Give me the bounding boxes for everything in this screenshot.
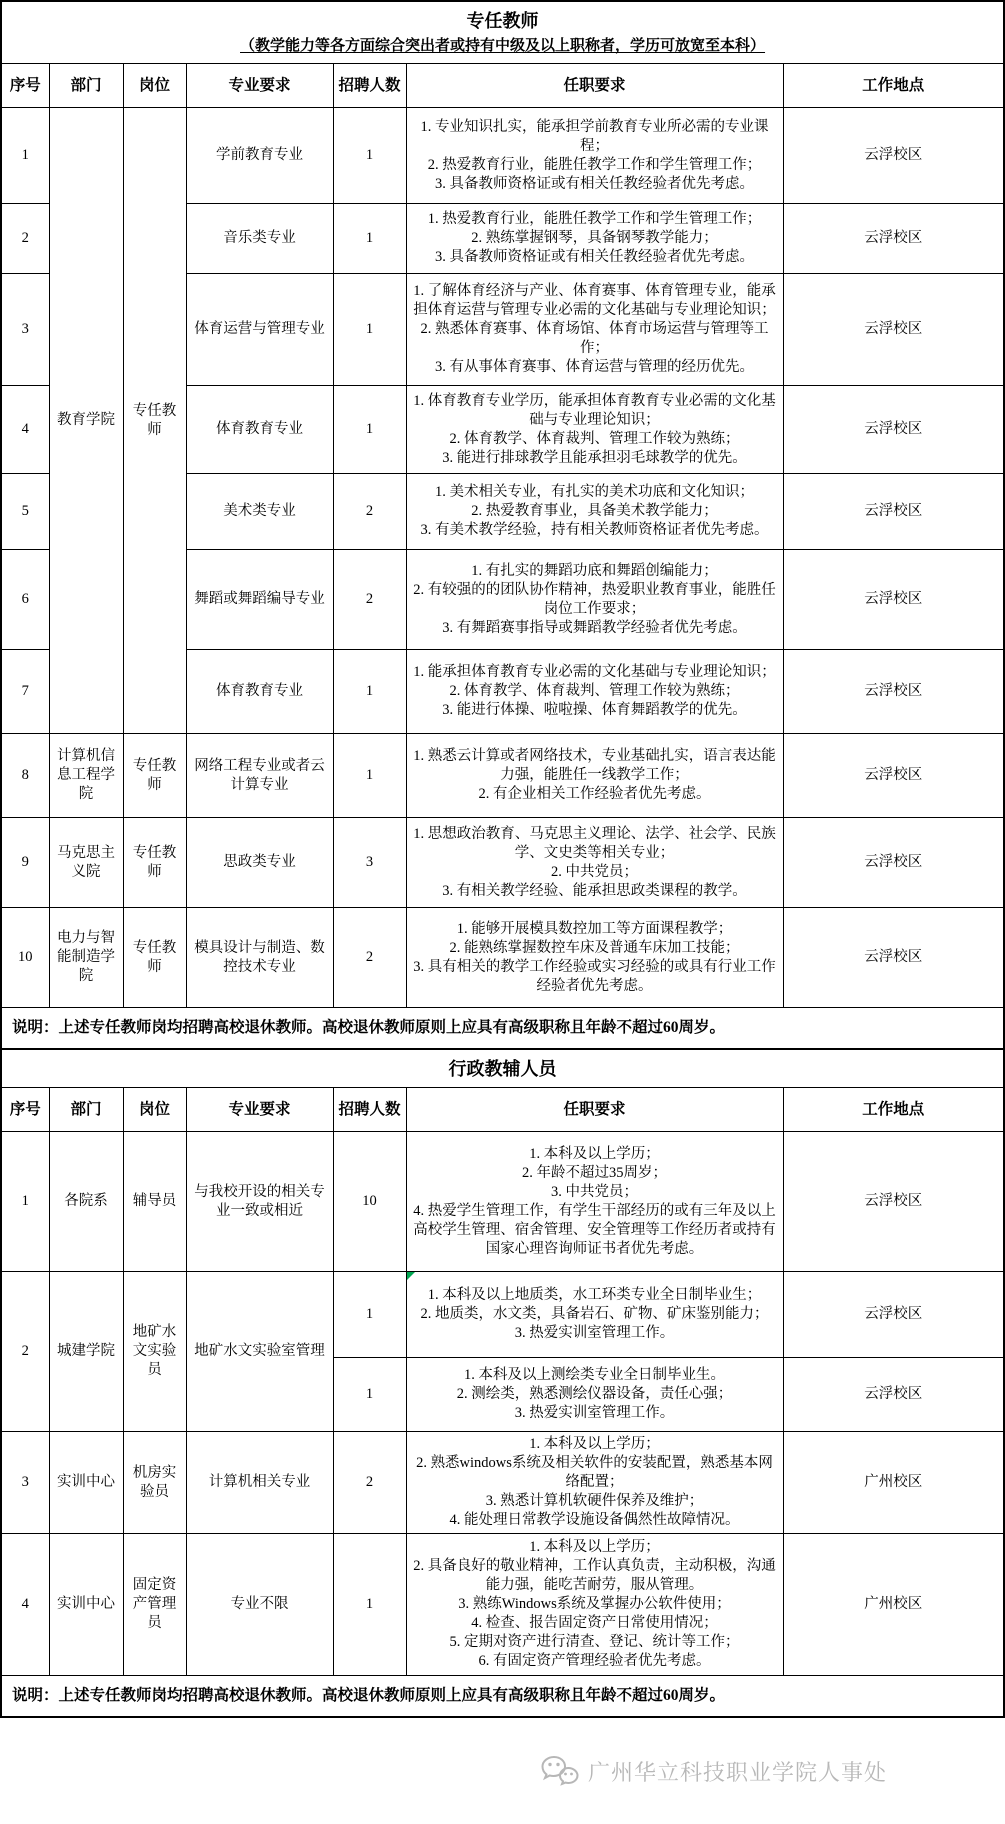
requirement-item: 3. 具备教师资格证或有相关任教经验者优先考虑。 bbox=[435, 175, 754, 192]
section-title-row bbox=[1, 1, 1004, 64]
table-row bbox=[1, 1132, 1004, 1272]
column-header: 序号 bbox=[1, 1088, 49, 1132]
note-text: 说明：上述专任教师岗均招聘高校退休教师。高校退休教师原则上应具有高级职称且年龄不超过60周岁。 bbox=[1, 1008, 1004, 1050]
requirement-item: 3. 具备教师资格证或有相关任教经验者优先考虑。 bbox=[435, 249, 754, 265]
column-header: 任职要求 bbox=[406, 64, 783, 108]
row-number-cell: 2 bbox=[1, 1272, 49, 1432]
job-requirements-cell bbox=[406, 650, 783, 734]
table-row bbox=[1, 1432, 1004, 1534]
column-header: 工作地点 bbox=[783, 1088, 1004, 1132]
position-cell: 专任教师 bbox=[123, 734, 186, 818]
requirement-item: 1. 思想政治教育、马克思主义理论、法学、社会学、民族学、文史类等相关专业； bbox=[413, 825, 776, 861]
row-number-cell: 5 bbox=[1, 474, 49, 550]
requirement-item: 3. 具有相关的教学工作经验或实习经验的或具有行业工作经验者优先考虑。 bbox=[413, 958, 776, 994]
department-cell: 教育学院 bbox=[49, 108, 123, 734]
headcount-cell: 1 bbox=[333, 1534, 406, 1676]
headcount-cell: 1 bbox=[333, 650, 406, 734]
table-row bbox=[1, 1534, 1004, 1676]
section-title-cell bbox=[1, 1049, 1004, 1088]
note-row bbox=[1, 1676, 1004, 1718]
note-row bbox=[1, 1008, 1004, 1050]
headcount-cell: 1 bbox=[333, 274, 406, 386]
work-location-cell: 广州校区 bbox=[783, 1432, 1004, 1534]
major-requirement-cell: 网络工程专业或者云计算专业 bbox=[186, 734, 333, 818]
headcount-cell: 1 bbox=[333, 386, 406, 474]
row-number-cell: 8 bbox=[1, 734, 49, 818]
requirement-item: 2. 能熟练掌握数控车床及普通车床加工技能； bbox=[449, 939, 740, 956]
major-requirement-cell: 体育运营与管理专业 bbox=[186, 274, 333, 386]
row-number-cell: 2 bbox=[1, 204, 49, 274]
work-location-cell: 云浮校区 bbox=[783, 474, 1004, 550]
requirement-item: 6. 有固定资产管理经验者优先考虑。 bbox=[478, 1653, 711, 1669]
major-requirement-cell: 模具设计与制造、数控技术专业 bbox=[186, 908, 333, 1008]
column-header: 专业要求 bbox=[186, 1088, 333, 1132]
column-header-row bbox=[1, 1088, 1004, 1132]
job-requirements-cell bbox=[406, 908, 783, 1008]
requirement-item: 1. 专业知识扎实，能承担学前教育专业所必需的专业课程； bbox=[420, 118, 769, 154]
major-requirement-cell: 地矿水文实验室管理 bbox=[186, 1272, 333, 1432]
major-requirement-cell: 美术类专业 bbox=[186, 474, 333, 550]
headcount-cell: 2 bbox=[333, 474, 406, 550]
row-number-cell: 3 bbox=[1, 1432, 49, 1534]
column-header: 部门 bbox=[49, 64, 123, 108]
position-cell: 固定资产管理员 bbox=[123, 1534, 186, 1676]
major-requirement-cell: 舞蹈或舞蹈编导专业 bbox=[186, 550, 333, 650]
note-text: 说明：上述专任教师岗均招聘高校退休教师。高校退休教师原则上应具有高级职称且年龄不超过60周岁。 bbox=[1, 1676, 1004, 1718]
table-row bbox=[1, 818, 1004, 908]
work-location-cell: 云浮校区 bbox=[783, 818, 1004, 908]
section-title: 行政教辅人员 bbox=[448, 1059, 557, 1079]
department-cell: 计算机信息工程学院 bbox=[49, 734, 123, 818]
major-requirement-cell: 学前教育专业 bbox=[186, 108, 333, 204]
requirement-item: 1. 体育教育专业学历，能承担体育教育专业必需的文化基础与专业理论知识； bbox=[413, 392, 776, 428]
job-requirements-cell bbox=[406, 550, 783, 650]
row-number-cell: 1 bbox=[1, 1132, 49, 1272]
requirement-item: 2. 有较强的的团队协作精神，热爱职业教育事业，能胜任岗位工作要求； bbox=[413, 581, 776, 617]
major-requirement-cell: 音乐类专业 bbox=[186, 204, 333, 274]
row-number-cell: 6 bbox=[1, 550, 49, 650]
section-title-cell bbox=[1, 1, 1004, 64]
requirement-item: 1. 了解体育经济与产业、体育赛事、体育管理专业，能承担体育运营与管理专业必需的文化基础与专业理论知识； bbox=[413, 283, 776, 318]
row-number-cell: 7 bbox=[1, 650, 49, 734]
job-requirements-cell bbox=[406, 1534, 783, 1676]
headcount-cell: 2 bbox=[333, 550, 406, 650]
major-requirement-cell: 与我校开设的相关专业一致或相近 bbox=[186, 1132, 333, 1272]
requirement-item: 2. 熟悉windows系统及相关软件的安装配置，熟悉基本网络配置； bbox=[416, 1455, 773, 1490]
major-requirement-cell: 思政类专业 bbox=[186, 818, 333, 908]
job-requirements-cell bbox=[406, 1432, 783, 1534]
headcount-cell: 10 bbox=[333, 1132, 406, 1272]
requirement-item: 1. 热爱教育行业，能胜任教学工作和学生管理工作； bbox=[427, 211, 762, 227]
work-location-cell: 云浮校区 bbox=[783, 1272, 1004, 1358]
position-cell: 机房实验员 bbox=[123, 1432, 186, 1534]
table-row bbox=[1, 1272, 1004, 1358]
major-requirement-cell: 计算机相关专业 bbox=[186, 1432, 333, 1534]
requirement-item: 4. 检查、报告固定资产日常使用情况； bbox=[471, 1615, 718, 1631]
requirement-item: 4. 热爱学生管理工作，有学生干部经历的或有三年及以上高校学生管理、宿舍管理、安全管理等工作经历者或持有国家心理咨询师证书者优先考虑。 bbox=[413, 1202, 776, 1257]
department-cell: 电力与智能制造学院 bbox=[49, 908, 123, 1008]
requirement-item: 3. 有美术教学经验，持有相关教师资格证者优先考虑。 bbox=[420, 522, 769, 538]
department-cell: 马克思主义院 bbox=[49, 818, 123, 908]
requirement-item: 1. 本科及以上学历； bbox=[529, 1145, 660, 1162]
column-header: 序号 bbox=[1, 64, 49, 108]
department-cell: 实训中心 bbox=[49, 1534, 123, 1676]
column-header: 工作地点 bbox=[783, 64, 1004, 108]
column-header: 招聘人数 bbox=[333, 64, 406, 108]
requirement-item: 1. 本科及以上学历； bbox=[529, 1539, 660, 1555]
job-requirements-cell bbox=[406, 386, 783, 474]
job-requirements-cell bbox=[406, 474, 783, 550]
work-location-cell: 云浮校区 bbox=[783, 386, 1004, 474]
job-requirements-cell bbox=[406, 818, 783, 908]
headcount-cell: 3 bbox=[333, 818, 406, 908]
requirement-item: 4. 能处理日常教学设施设备偶然性故障情况。 bbox=[449, 1512, 740, 1528]
position-cell: 专任教师 bbox=[123, 908, 186, 1008]
work-location-cell: 云浮校区 bbox=[783, 908, 1004, 1008]
wechat-icon bbox=[540, 1754, 580, 1788]
work-location-cell: 云浮校区 bbox=[783, 108, 1004, 204]
work-location-cell: 云浮校区 bbox=[783, 204, 1004, 274]
requirement-item: 2. 热爱教育行业，能胜任教学工作和学生管理工作； bbox=[427, 156, 762, 173]
work-location-cell: 云浮校区 bbox=[783, 1358, 1004, 1432]
footer-text: 广州华立科技职业学院人事处 bbox=[587, 1759, 887, 1785]
major-requirement-cell: 体育教育专业 bbox=[186, 650, 333, 734]
comment-marker-icon bbox=[407, 1272, 415, 1280]
requirement-item: 3. 有从事体育赛事、体育运营与管理的经历优先。 bbox=[435, 359, 754, 375]
requirement-item: 2. 熟练掌握钢琴，具备钢琴教学能力； bbox=[471, 230, 718, 246]
requirement-item: 1. 能承担体育教育专业必需的文化基础与专业理论知识； bbox=[413, 664, 776, 680]
position-cell: 专任教师 bbox=[123, 108, 186, 734]
requirement-item: 3. 熟练Windows系统及掌握办公软件使用； bbox=[458, 1596, 731, 1612]
requirement-item: 1. 本科及以上测绘类专业全日制毕业生。 bbox=[464, 1367, 725, 1383]
column-header: 招聘人数 bbox=[333, 1088, 406, 1132]
table-row bbox=[1, 734, 1004, 818]
headcount-cell: 2 bbox=[333, 908, 406, 1008]
requirement-item: 2. 具备良好的敬业精神，工作认真负责，主动积极，沟通能力强，能吃苦耐劳，服从管理。 bbox=[413, 1558, 776, 1593]
section-subtitle: （教学能力等各方面综合突出者或持有中级及以上职称者，学历可放宽至本科） bbox=[240, 38, 766, 54]
column-header: 部门 bbox=[49, 1088, 123, 1132]
requirement-item: 2. 年龄不超过35周岁； bbox=[522, 1164, 667, 1181]
requirement-item: 3. 热爱实训室管理工作。 bbox=[514, 1325, 675, 1341]
requirement-item: 1. 本科及以上地质类，水工环类专业全日制毕业生； bbox=[427, 1287, 762, 1303]
job-requirements-cell bbox=[406, 274, 783, 386]
requirement-item: 2. 体育教学、体育裁判、管理工作较为熟练； bbox=[449, 430, 740, 447]
table-row bbox=[1, 908, 1004, 1008]
requirement-item: 2. 中共党员； bbox=[551, 863, 638, 880]
department-cell: 城建学院 bbox=[49, 1272, 123, 1432]
requirement-item: 1. 熟悉云计算或者网络技术，专业基础扎实，语言表达能力强，能胜任一线教学工作； bbox=[413, 748, 776, 783]
headcount-cell: 1 bbox=[333, 734, 406, 818]
column-header-row bbox=[1, 64, 1004, 108]
position-cell: 专任教师 bbox=[123, 818, 186, 908]
section-title: 专任教师 bbox=[466, 11, 539, 31]
job-requirements-cell bbox=[406, 1358, 783, 1432]
requirement-item: 2. 熟悉体育赛事、体育场馆、体育市场运营与管理等工作； bbox=[420, 321, 769, 356]
department-cell: 各院系 bbox=[49, 1132, 123, 1272]
requirement-item: 5. 定期对资产进行清查、登记、统计等工作； bbox=[449, 1634, 740, 1650]
row-number-cell: 3 bbox=[1, 274, 49, 386]
headcount-cell: 1 bbox=[333, 204, 406, 274]
row-number-cell: 9 bbox=[1, 818, 49, 908]
column-header: 岗位 bbox=[123, 1088, 186, 1132]
table-row bbox=[1, 108, 1004, 204]
position-cell: 辅导员 bbox=[123, 1132, 186, 1272]
requirement-item: 1. 能够开展模具数控加工等方面课程教学； bbox=[456, 920, 733, 937]
column-header: 任职要求 bbox=[406, 1088, 783, 1132]
row-number-cell: 1 bbox=[1, 108, 49, 204]
work-location-cell: 云浮校区 bbox=[783, 1132, 1004, 1272]
footer bbox=[0, 1718, 1005, 1824]
position-cell: 地矿水文实验员 bbox=[123, 1272, 186, 1432]
requirement-item: 2. 热爱教育事业，具备美术教学能力； bbox=[471, 503, 718, 519]
column-header: 岗位 bbox=[123, 64, 186, 108]
requirement-item: 3. 有舞蹈赛事指导或舞蹈教学经验者优先考虑。 bbox=[442, 619, 747, 636]
job-requirements-cell bbox=[406, 1132, 783, 1272]
job-requirements-cell bbox=[406, 734, 783, 818]
row-number-cell: 10 bbox=[1, 908, 49, 1008]
requirement-item: 2. 有企业相关工作经验者优先考虑。 bbox=[478, 786, 711, 802]
requirement-item: 2. 测绘类，熟悉测绘仪器设备，责任心强； bbox=[456, 1386, 733, 1402]
major-requirement-cell: 体育教育专业 bbox=[186, 386, 333, 474]
row-number-cell: 4 bbox=[1, 1534, 49, 1676]
headcount-cell: 1 bbox=[333, 1358, 406, 1432]
requirement-item: 1. 美术相关专业，有扎实的美术功底和文化知识； bbox=[435, 484, 754, 500]
headcount-cell: 1 bbox=[333, 108, 406, 204]
work-location-cell: 云浮校区 bbox=[783, 650, 1004, 734]
row-number-cell: 4 bbox=[1, 386, 49, 474]
requirement-item: 3. 中共党员； bbox=[551, 1183, 638, 1200]
requirement-item: 3. 有相关教学经验、能承担思政类课程的教学。 bbox=[442, 882, 747, 899]
work-location-cell: 云浮校区 bbox=[783, 550, 1004, 650]
job-requirements-cell bbox=[406, 204, 783, 274]
work-location-cell: 云浮校区 bbox=[783, 274, 1004, 386]
headcount-cell: 1 bbox=[333, 1272, 406, 1358]
headcount-cell: 2 bbox=[333, 1432, 406, 1534]
requirement-item: 3. 熟悉计算机软硬件保养及维护； bbox=[485, 1493, 704, 1509]
staff-recruitment-table bbox=[0, 1048, 1005, 1718]
column-header: 专业要求 bbox=[186, 64, 333, 108]
requirement-item: 3. 热爱实训室管理工作。 bbox=[514, 1405, 675, 1421]
requirement-item: 3. 能进行体操、啦啦操、体育舞蹈教学的优先。 bbox=[442, 702, 747, 718]
major-requirement-cell: 专业不限 bbox=[186, 1534, 333, 1676]
section-title-row bbox=[1, 1049, 1004, 1088]
requirement-item: 2. 地质类，水文类，具备岩石、矿物、矿床鉴别能力； bbox=[420, 1306, 769, 1322]
job-requirements-cell bbox=[406, 1272, 783, 1358]
department-cell: 实训中心 bbox=[49, 1432, 123, 1534]
requirement-item: 1. 本科及以上学历； bbox=[529, 1436, 660, 1452]
work-location-cell: 广州校区 bbox=[783, 1534, 1004, 1676]
requirement-item: 3. 能进行排球教学且能承担羽毛球教学的优先。 bbox=[442, 449, 747, 466]
work-location-cell: 云浮校区 bbox=[783, 734, 1004, 818]
requirement-item: 1. 有扎实的舞蹈功底和舞蹈创编能力； bbox=[471, 562, 718, 579]
job-requirements-cell bbox=[406, 108, 783, 204]
requirement-item: 2. 体育教学、体育裁判、管理工作较为熟练； bbox=[449, 683, 740, 699]
